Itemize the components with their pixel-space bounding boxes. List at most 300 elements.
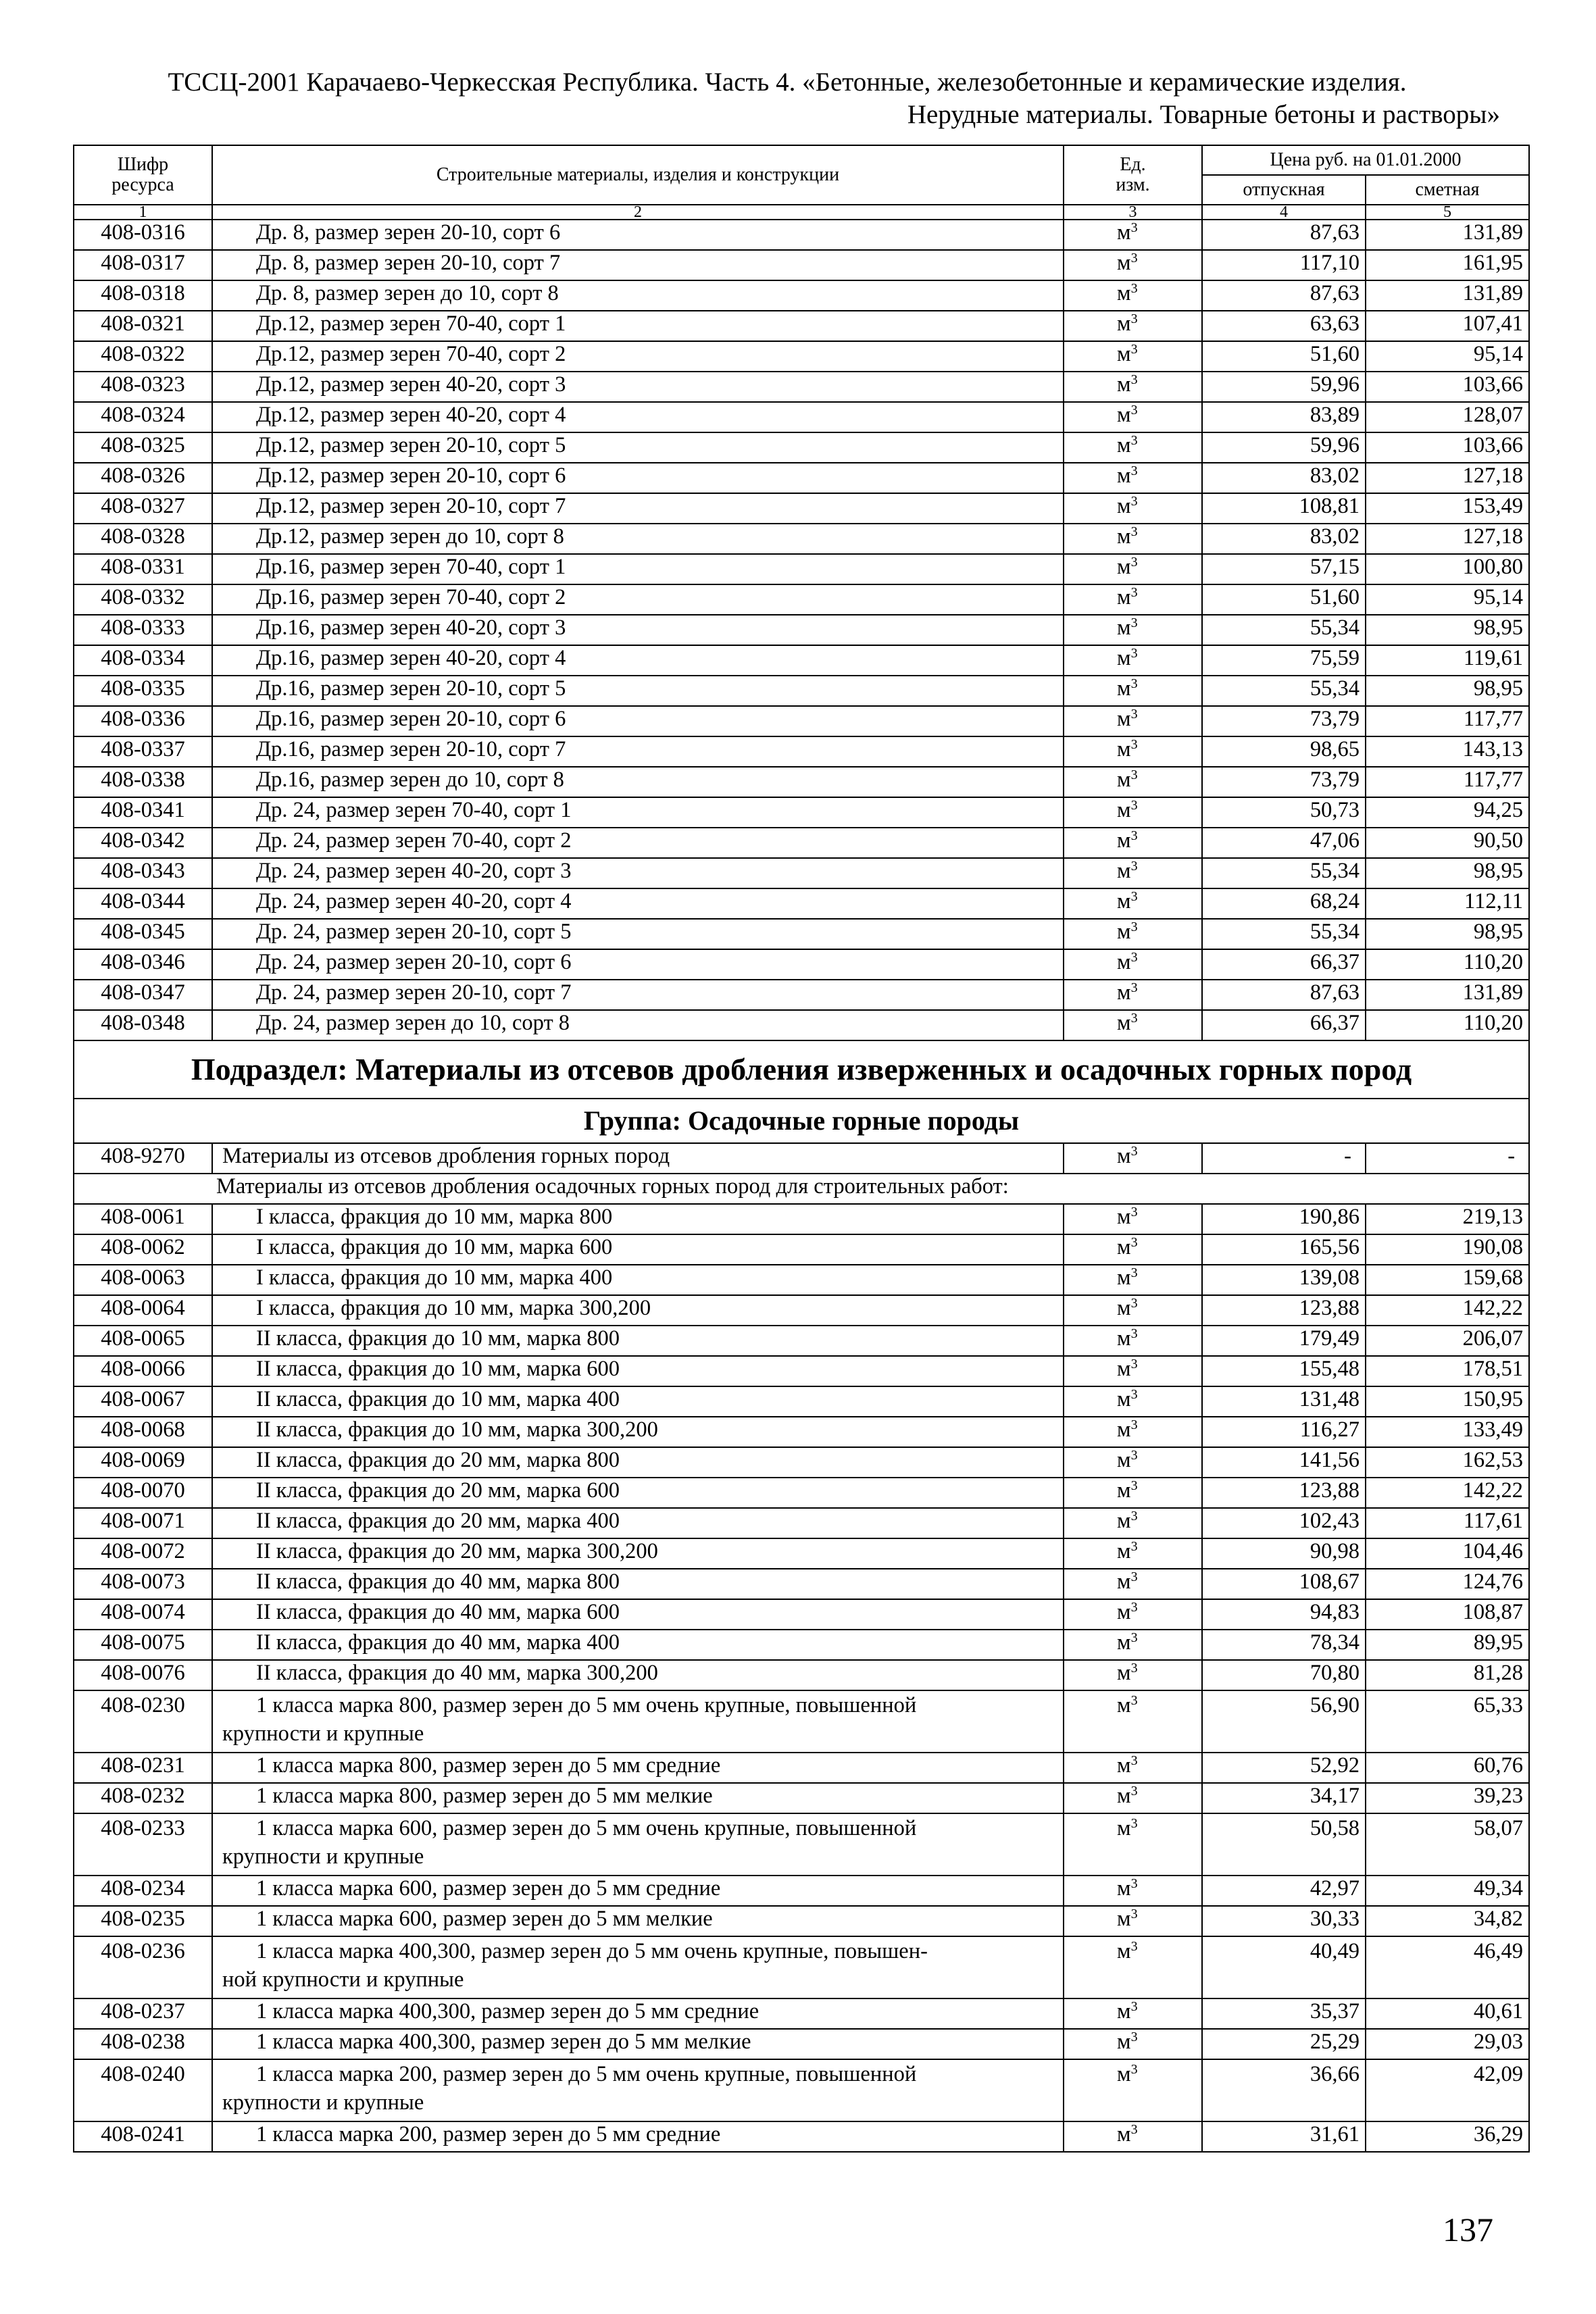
estimate-price: 219,13 <box>1366 1204 1529 1234</box>
table-row <box>74 1630 1529 1660</box>
resource-code: 408-0064 <box>74 1295 212 1326</box>
resource-code: 408-0318 <box>74 280 212 311</box>
release-price: 66,37 <box>1202 1010 1366 1040</box>
release-price: 50,58 <box>1202 1813 1366 1876</box>
table-row <box>74 341 1529 372</box>
table-row <box>74 311 1529 341</box>
resource-name: Др. 24, размер зерен 70-40, сорт 2 <box>212 828 1064 858</box>
estimate-price: 103,66 <box>1366 432 1529 463</box>
resource-name: I класса, фракция до 10 мм, марка 600 <box>212 1234 1064 1265</box>
estimate-price: 98,95 <box>1366 919 1529 949</box>
resource-code: 408-0066 <box>74 1356 212 1386</box>
estimate-price: 131,89 <box>1366 220 1529 250</box>
resource-code: 408-0322 <box>74 341 212 372</box>
unit-of-measure: $м^3$ <box>1064 250 1202 280</box>
table-row <box>74 676 1529 706</box>
table-row <box>74 736 1529 767</box>
unit-of-measure: $м^3$ <box>1064 432 1202 463</box>
table-row <box>74 2121 1529 2152</box>
unit-of-measure: $м^3$ <box>1064 554 1202 584</box>
unit-of-measure: $м^3$ <box>1064 828 1202 858</box>
unit-of-measure: $м^3$ <box>1064 919 1202 949</box>
unit-of-measure: $м^3$ <box>1064 311 1202 341</box>
release-price: 116,27 <box>1202 1417 1366 1447</box>
release-price: 94,83 <box>1202 1599 1366 1630</box>
resource-code: 408-0344 <box>74 888 212 919</box>
table-row <box>74 2029 1529 2059</box>
estimate-price: 124,76 <box>1366 1569 1529 1599</box>
release-price: 141,56 <box>1202 1447 1366 1478</box>
resource-code: 408-0316 <box>74 220 212 250</box>
estimate-price: 36,29 <box>1366 2121 1529 2152</box>
resource-name: II класса, фракция до 20 мм, марка 800 <box>212 1447 1064 1478</box>
resource-name: Др.12, размер зерен 20-10, сорт 6 <box>212 463 1064 493</box>
estimate-price: 49,34 <box>1366 1876 1529 1906</box>
table-row <box>74 949 1529 980</box>
table-row <box>74 615 1529 645</box>
unit-of-measure: $м^3$ <box>1064 1569 1202 1599</box>
unit-of-measure: $м^3$ <box>1064 1998 1202 2029</box>
resource-name: II класса, фракция до 10 мм, марка 400 <box>212 1386 1064 1417</box>
unit-of-measure: $м^3$ <box>1064 1265 1202 1295</box>
column-number: 4 <box>1202 205 1366 220</box>
release-price: 87,63 <box>1202 980 1366 1010</box>
release-price: 30,33 <box>1202 1906 1366 1936</box>
resource-code: 408-0063 <box>74 1265 212 1295</box>
resource-name: Др.16, размер зерен до 10, сорт 8 <box>212 767 1064 797</box>
subsection-heading: Подраздел: Материалы из отсевов дробления изверженных и осадочных горных пород <box>74 1040 1529 1099</box>
table-row <box>74 1569 1529 1599</box>
estimate-price: 98,95 <box>1366 615 1529 645</box>
page-number: 137 <box>1443 2211 1493 2248</box>
resource-code: 408-0061 <box>74 1204 212 1234</box>
release-price: 42,97 <box>1202 1876 1366 1906</box>
release-price: 179,49 <box>1202 1326 1366 1356</box>
estimate-price: 159,68 <box>1366 1265 1529 1295</box>
release-price: 55,34 <box>1202 858 1366 888</box>
table-row <box>74 584 1529 615</box>
unit-of-measure: $м^3$ <box>1064 1478 1202 1508</box>
release-price: 68,24 <box>1202 888 1366 919</box>
resource-code: 408-0240 <box>74 2059 212 2121</box>
estimate-price: 142,22 <box>1366 1295 1529 1326</box>
release-price: 102,43 <box>1202 1508 1366 1538</box>
header-title-line-1: ТССЦ-2001 Карачаево-Черкесская Республика. Часть 4. «Бетонные, железобетонные и керамические изделия. <box>168 68 1407 97</box>
header-title-line-2: Нерудные материалы. Товарные бетоны и растворы» <box>907 100 1500 129</box>
table-row <box>74 1204 1529 1234</box>
estimate-price: 95,14 <box>1366 341 1529 372</box>
table-row <box>74 1876 1529 1906</box>
estimate-price: 161,95 <box>1366 250 1529 280</box>
table-row <box>74 554 1529 584</box>
resource-name: 1 класса марка 200, размер зерен до 5 мм средние <box>212 2121 1064 2152</box>
unit-of-measure: $м^3$ <box>1064 1417 1202 1447</box>
estimate-price: 104,46 <box>1366 1538 1529 1569</box>
release-price: 25,29 <box>1202 2029 1366 2059</box>
resource-code: 408-0068 <box>74 1417 212 1447</box>
release-price: 75,59 <box>1202 645 1366 676</box>
unit-of-measure: $м^3$ <box>1064 524 1202 554</box>
estimate-price: 110,20 <box>1366 1010 1529 1040</box>
resource-code: 408-0343 <box>74 858 212 888</box>
resource-code: 408-0069 <box>74 1447 212 1478</box>
release-price: 70,80 <box>1202 1660 1366 1690</box>
resource-name: Др.16, размер зерен 40-20, сорт 4 <box>212 645 1064 676</box>
estimate-price: 58,07 <box>1366 1813 1529 1876</box>
estimate-price: 46,49 <box>1366 1936 1529 1998</box>
resource-code: 408-0345 <box>74 919 212 949</box>
unit-of-measure: $м^3$ <box>1064 1813 1202 1876</box>
unit-of-measure: $м^3$ <box>1064 706 1202 736</box>
estimate-price: 128,07 <box>1366 402 1529 432</box>
estimate-price: 42,09 <box>1366 2059 1529 2121</box>
estimate-price: 81,28 <box>1366 1660 1529 1690</box>
release-price: 73,79 <box>1202 767 1366 797</box>
estimate-price: 133,49 <box>1366 1417 1529 1447</box>
table-row <box>74 524 1529 554</box>
table-row <box>74 1447 1529 1478</box>
resource-name: Др.16, размер зерен 70-40, сорт 1 <box>212 554 1064 584</box>
resource-code: 408-0347 <box>74 980 212 1010</box>
table-header-row <box>74 145 1529 175</box>
resource-code: 408-0241 <box>74 2121 212 2152</box>
group-note: Материалы из отсевов дробления осадочных горных пород для строительных работ: <box>74 1174 1529 1204</box>
table-row <box>74 1783 1529 1813</box>
estimate-price: 39,23 <box>1366 1783 1529 1813</box>
unit-of-measure: $м^3$ <box>1064 1508 1202 1538</box>
resource-code: 408-0232 <box>74 1783 212 1813</box>
unit-of-measure: $м^3$ <box>1064 615 1202 645</box>
unit-of-measure: $м^3$ <box>1064 1599 1202 1630</box>
resource-name: II класса, фракция до 40 мм, марка 400 <box>212 1630 1064 1660</box>
resource-name: Др.16, размер зерен 20-10, сорт 5 <box>212 676 1064 706</box>
resource-name: Др. 8, размер зерен до 10, сорт 8 <box>212 280 1064 311</box>
unit-of-measure: $м^3$ <box>1064 341 1202 372</box>
resource-name: I класса, фракция до 10 мм, марка 300,200 <box>212 1295 1064 1326</box>
table-row <box>74 1813 1529 1876</box>
unit-of-measure: $м^3$ <box>1064 1906 1202 1936</box>
column-header-release: отпускная <box>1202 175 1366 205</box>
unit-of-measure: $м^3$ <box>1064 220 1202 250</box>
release-price: 87,63 <box>1202 280 1366 311</box>
estimate-price: 103,66 <box>1366 372 1529 402</box>
estimate-price: 143,13 <box>1366 736 1529 767</box>
unit-of-measure: $м^3$ <box>1064 1234 1202 1265</box>
unit-of-measure: $м^3$ <box>1064 1386 1202 1417</box>
estimate-price: 110,20 <box>1366 949 1529 980</box>
resource-name: 1 класса марка 800, размер зерен до 5 мм средние <box>212 1753 1064 1783</box>
release-price: 56,90 <box>1202 1690 1366 1753</box>
release-price: 139,08 <box>1202 1265 1366 1295</box>
estimate-price: 95,14 <box>1366 584 1529 615</box>
column-number: 3 <box>1064 205 1202 220</box>
release-price: 55,34 <box>1202 919 1366 949</box>
unit-of-measure: $м^3$ <box>1064 1326 1202 1356</box>
resource-name: II класса, фракция до 40 мм, марка 300,200 <box>212 1660 1064 1690</box>
unit-of-measure: $м^3$ <box>1064 1356 1202 1386</box>
unit-of-measure: $м^3$ <box>1064 888 1202 919</box>
column-number: 1 <box>74 205 212 220</box>
unit-of-measure: $м^3$ <box>1064 493 1202 524</box>
release-price: 117,10 <box>1202 250 1366 280</box>
resource-name: Др. 8, размер зерен 20-10, сорт 7 <box>212 250 1064 280</box>
estimate-price: 94,25 <box>1366 797 1529 828</box>
resource-name: 1 класса марка 400,300, размер зерен до 5 мм средние <box>212 1998 1064 2029</box>
resource-code: 408-0335 <box>74 676 212 706</box>
estimate-price: 131,89 <box>1366 280 1529 311</box>
table-row <box>74 858 1529 888</box>
unit-of-measure: $м^3$ <box>1064 1538 1202 1569</box>
table-row <box>74 1508 1529 1538</box>
resource-name: Др.12, размер зерен 20-10, сорт 7 <box>212 493 1064 524</box>
unit-of-measure: $м^3$ <box>1064 676 1202 706</box>
estimate-price: 100,80 <box>1366 554 1529 584</box>
release-price: 47,06 <box>1202 828 1366 858</box>
release-price: 123,88 <box>1202 1478 1366 1508</box>
estimate-price: 153,49 <box>1366 493 1529 524</box>
unit-of-measure: $м^3$ <box>1064 372 1202 402</box>
release-price: 51,60 <box>1202 341 1366 372</box>
resource-code: 408-0326 <box>74 463 212 493</box>
estimate-price: 98,95 <box>1366 858 1529 888</box>
resource-code: 408-0323 <box>74 372 212 402</box>
resource-code: 408-0065 <box>74 1326 212 1356</box>
resource-name: 1 класса марка 600, размер зерен до 5 мм очень крупные, повышенной крупности и крупные <box>212 1813 1064 1876</box>
estimate-price: 65,33 <box>1366 1690 1529 1753</box>
resource-name: Др. 24, размер зерен 70-40, сорт 1 <box>212 797 1064 828</box>
release-price: 190,86 <box>1202 1204 1366 1234</box>
unit-of-measure: $м^3$ <box>1064 736 1202 767</box>
resource-name: II класса, фракция до 40 мм, марка 600 <box>212 1599 1064 1630</box>
resource-name: 1 класса марка 600, размер зерен до 5 мм мелкие <box>212 1906 1064 1936</box>
resource-code: 408-9270 <box>74 1143 212 1174</box>
resource-name: II класса, фракция до 20 мм, марка 400 <box>212 1508 1064 1538</box>
unit-of-measure: $м^3$ <box>1064 797 1202 828</box>
resource-code: 408-0236 <box>74 1936 212 1998</box>
release-price: 63,63 <box>1202 311 1366 341</box>
release-price: 31,61 <box>1202 2121 1366 2152</box>
estimate-price: 108,87 <box>1366 1599 1529 1630</box>
release-price: 83,02 <box>1202 463 1366 493</box>
table-row <box>74 1265 1529 1295</box>
unit-of-measure: $м^3$ <box>1064 1143 1202 1174</box>
unit-of-measure: $м^3$ <box>1064 980 1202 1010</box>
column-header-estimate: сметная <box>1366 175 1529 205</box>
resource-code: 408-0073 <box>74 1569 212 1599</box>
release-price: - <box>1202 1143 1366 1174</box>
resource-code: 408-0075 <box>74 1630 212 1660</box>
unit-of-measure: $м^3$ <box>1064 949 1202 980</box>
resource-name: Др.16, размер зерен 20-10, сорт 6 <box>212 706 1064 736</box>
resource-code: 408-0333 <box>74 615 212 645</box>
unit-of-measure: $м^3$ <box>1064 2029 1202 2059</box>
release-price: 123,88 <box>1202 1295 1366 1326</box>
unit-of-measure: $м^3$ <box>1064 1783 1202 1813</box>
resource-code: 408-0237 <box>74 1998 212 2029</box>
resource-name: Др.12, размер зерен 20-10, сорт 5 <box>212 432 1064 463</box>
release-price: 40,49 <box>1202 1936 1366 1998</box>
estimate-price: 98,95 <box>1366 676 1529 706</box>
resource-code: 408-0334 <box>74 645 212 676</box>
resource-code: 408-0230 <box>74 1690 212 1753</box>
resource-code: 408-0328 <box>74 524 212 554</box>
release-price: 57,15 <box>1202 554 1366 584</box>
column-header-price-group: Цена руб. на 01.01.2000 <box>1202 145 1529 175</box>
estimate-price: 112,11 <box>1366 888 1529 919</box>
resource-code: 408-0231 <box>74 1753 212 1783</box>
table-row <box>74 1753 1529 1783</box>
resource-name: II класса, фракция до 40 мм, марка 800 <box>212 1569 1064 1599</box>
release-price: 83,89 <box>1202 402 1366 432</box>
resource-name: 1 класса марка 800, размер зерен до 5 мм мелкие <box>212 1783 1064 1813</box>
unit-of-measure: $м^3$ <box>1064 1010 1202 1040</box>
resource-code: 408-0336 <box>74 706 212 736</box>
estimate-price: 162,53 <box>1366 1447 1529 1478</box>
estimate-price: 107,41 <box>1366 311 1529 341</box>
page-header <box>74 66 1500 131</box>
table-row <box>74 1690 1529 1753</box>
resource-name: Др. 24, размер зерен 40-20, сорт 4 <box>212 888 1064 919</box>
note-row <box>74 1174 1529 1204</box>
release-price: 36,66 <box>1202 2059 1366 2121</box>
table-row <box>74 1599 1529 1630</box>
unit-of-measure: $м^3$ <box>1064 1753 1202 1783</box>
table-row <box>74 706 1529 736</box>
table-row <box>74 1295 1529 1326</box>
unit-of-measure: $м^3$ <box>1064 1447 1202 1478</box>
unit-of-measure: $м^3$ <box>1064 1204 1202 1234</box>
release-price: 34,17 <box>1202 1783 1366 1813</box>
estimate-price: 190,08 <box>1366 1234 1529 1265</box>
table-row <box>74 493 1529 524</box>
resource-name: 1 класса марка 600, размер зерен до 5 мм средние <box>212 1876 1064 1906</box>
estimate-price: 117,77 <box>1366 706 1529 736</box>
unit-of-measure: $м^3$ <box>1064 584 1202 615</box>
estimate-price: 89,95 <box>1366 1630 1529 1660</box>
table-row <box>74 828 1529 858</box>
table-row <box>74 280 1529 311</box>
unit-of-measure: $м^3$ <box>1064 2121 1202 2152</box>
table-row <box>74 1010 1529 1040</box>
resource-name: Др.12, размер зерен 40-20, сорт 4 <box>212 402 1064 432</box>
group-heading: Группа: Осадочные горные породы <box>74 1099 1529 1143</box>
resource-code: 408-0317 <box>74 250 212 280</box>
estimate-price: 117,77 <box>1366 767 1529 797</box>
release-price: 59,96 <box>1202 432 1366 463</box>
resource-name: 1 класса марка 800, размер зерен до 5 мм очень крупные, повышенной крупности и крупные <box>212 1690 1064 1753</box>
resource-code: 408-0337 <box>74 736 212 767</box>
resource-code: 408-0325 <box>74 432 212 463</box>
resource-code: 408-0070 <box>74 1478 212 1508</box>
release-price: 83,02 <box>1202 524 1366 554</box>
column-header-name: Строительные материалы, изделия и конструкции <box>212 145 1064 205</box>
release-price: 131,48 <box>1202 1386 1366 1417</box>
resource-code: 408-0067 <box>74 1386 212 1417</box>
table-row <box>74 1478 1529 1508</box>
release-price: 108,81 <box>1202 493 1366 524</box>
estimate-price: 119,61 <box>1366 645 1529 676</box>
resource-name: 1 класса марка 200, размер зерен до 5 мм очень крупные, повышенной крупности и крупные <box>212 2059 1064 2121</box>
resource-name: II класса, фракция до 20 мм, марка 300,200 <box>212 1538 1064 1569</box>
resource-name: Др. 24, размер зерен до 10, сорт 8 <box>212 1010 1064 1040</box>
subsection-row <box>74 1040 1529 1099</box>
column-number: 2 <box>212 205 1064 220</box>
resource-name: II класса, фракция до 10 мм, марка 300,200 <box>212 1417 1064 1447</box>
table-row <box>74 220 1529 250</box>
release-price: 59,96 <box>1202 372 1366 402</box>
group-row <box>74 1099 1529 1143</box>
table-row <box>74 1143 1529 1174</box>
unit-of-measure: $м^3$ <box>1064 1876 1202 1906</box>
table-row <box>74 645 1529 676</box>
unit-of-measure: $м^3$ <box>1064 402 1202 432</box>
unit-of-measure: $м^3$ <box>1064 767 1202 797</box>
unit-of-measure: $м^3$ <box>1064 1936 1202 1998</box>
table-row <box>74 980 1529 1010</box>
column-header-code: Шифр ресурса <box>74 145 212 205</box>
resource-name: Др.12, размер зерен 70-40, сорт 2 <box>212 341 1064 372</box>
resource-code: 408-0338 <box>74 767 212 797</box>
column-number: 5 <box>1366 205 1529 220</box>
estimate-price: 150,95 <box>1366 1386 1529 1417</box>
resource-code: 408-0342 <box>74 828 212 858</box>
price-table <box>73 145 1530 2153</box>
release-price: 50,73 <box>1202 797 1366 828</box>
release-price: 55,34 <box>1202 615 1366 645</box>
table-row <box>74 1936 1529 1998</box>
release-price: 165,56 <box>1202 1234 1366 1265</box>
table-row <box>74 767 1529 797</box>
table-row <box>74 1660 1529 1690</box>
estimate-price: - <box>1366 1143 1529 1174</box>
resource-code: 408-0332 <box>74 584 212 615</box>
table-row <box>74 1417 1529 1447</box>
unit-of-measure: $м^3$ <box>1064 2059 1202 2121</box>
table-row <box>74 1998 1529 2029</box>
estimate-price: 127,18 <box>1366 524 1529 554</box>
estimate-price: 142,22 <box>1366 1478 1529 1508</box>
release-price: 78,34 <box>1202 1630 1366 1660</box>
table-row <box>74 1538 1529 1569</box>
resource-name: 1 класса марка 400,300, размер зерен до 5 мм очень крупные, повышен- ной крупности и крупные <box>212 1936 1064 1998</box>
resource-name: Др. 8, размер зерен 20-10, сорт 6 <box>212 220 1064 250</box>
resource-name: II класса, фракция до 20 мм, марка 600 <box>212 1478 1064 1508</box>
resource-code: 408-0071 <box>74 1508 212 1538</box>
release-price: 90,98 <box>1202 1538 1366 1569</box>
resource-code: 408-0346 <box>74 949 212 980</box>
resource-name: Др.16, размер зерен 70-40, сорт 2 <box>212 584 1064 615</box>
resource-name: Др. 24, размер зерен 20-10, сорт 5 <box>212 919 1064 949</box>
unit-of-measure: $м^3$ <box>1064 858 1202 888</box>
resource-name: Материалы из отсевов дробления горных пород <box>212 1143 1064 1174</box>
estimate-price: 178,51 <box>1366 1356 1529 1386</box>
release-price: 108,67 <box>1202 1569 1366 1599</box>
resource-name: Др.16, размер зерен 20-10, сорт 7 <box>212 736 1064 767</box>
release-price: 51,60 <box>1202 584 1366 615</box>
resource-code: 408-0348 <box>74 1010 212 1040</box>
resource-code: 408-0076 <box>74 1660 212 1690</box>
table-row <box>74 888 1529 919</box>
resource-code: 408-0238 <box>74 2029 212 2059</box>
resource-name: 1 класса марка 400,300, размер зерен до 5 мм мелкие <box>212 2029 1064 2059</box>
resource-code: 408-0234 <box>74 1876 212 1906</box>
resource-name: II класса, фракция до 10 мм, марка 600 <box>212 1356 1064 1386</box>
resource-code: 408-0321 <box>74 311 212 341</box>
resource-code: 408-0324 <box>74 402 212 432</box>
unit-of-measure: $м^3$ <box>1064 1690 1202 1753</box>
release-price: 73,79 <box>1202 706 1366 736</box>
release-price: 155,48 <box>1202 1356 1366 1386</box>
